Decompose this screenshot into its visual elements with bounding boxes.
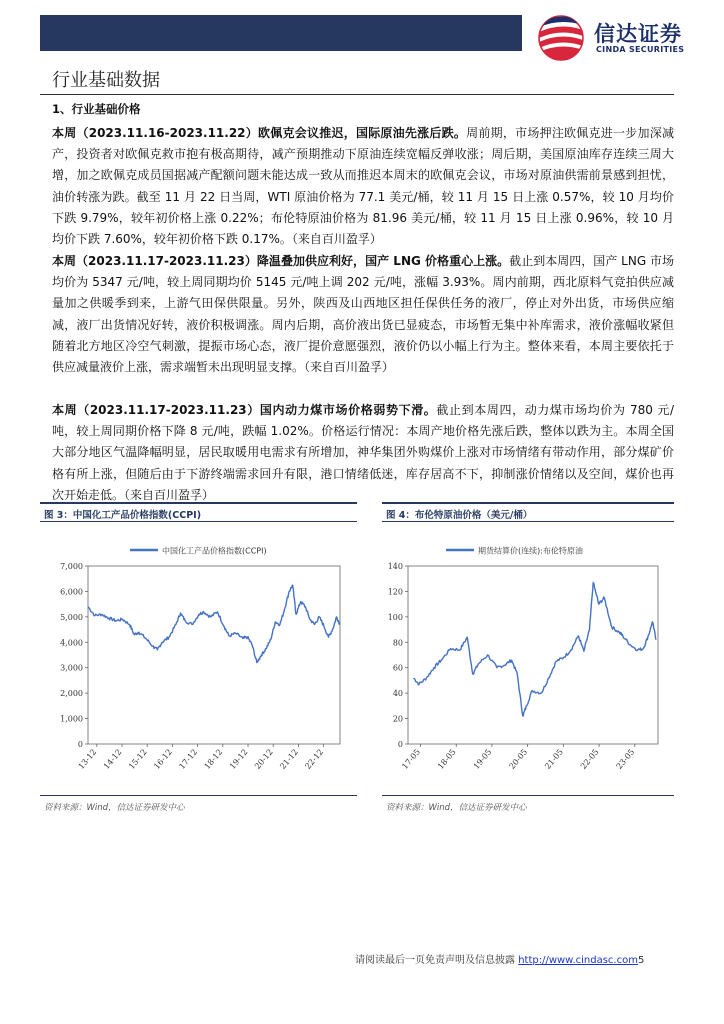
cinda-logo [530,12,700,62]
figure-4-bottom-rule [382,795,674,796]
y-tick-label: 4,000 [60,638,83,648]
y-tick-label: 140 [387,562,403,571]
y-tick-label: 20 [392,714,403,724]
x-tick-label: 13-12 [76,747,99,771]
x-tick-label: 19-12 [227,747,250,771]
cinda-globe-icon [530,12,592,62]
figure-4-source: 资料来源：Wind，信达证券研发中心 [386,803,527,813]
y-tick-label: 0 [397,740,403,749]
ccpi-line-chart [40,530,357,795]
figure-3-title-rule [40,521,357,522]
figure-4-top-rule [382,502,674,504]
legend-label: 期货结算价(连续):布伦特原油 [478,546,583,556]
page-number: 5 [637,955,645,966]
paragraph-lead: 本周（2023.11.17-2023.11.23）降温叠加供应利好，国产 LNG 价格重心上涨。 [52,254,510,268]
figure-3-title: 图 3：中国化工产品价格指数(CCPI) [44,510,202,521]
logo-chinese-name: 信达证券 [594,22,682,46]
paragraph-lead: 本周（2023.11.16-2023.11.22）欧佩克会议推迟，国际原油先涨后跌。 [52,126,467,140]
figure-4-title: 图 4：布伦特原油价格（美元/桶） [386,510,533,521]
x-tick-label: 22-12 [303,747,326,771]
x-tick-label: 20-05 [507,747,530,771]
x-tick-label: 17-12 [177,747,200,771]
x-tick-label: 17-05 [400,747,423,771]
figure-3-source: 资料来源：Wind，信达证券研发中心 [44,803,185,813]
x-tick-label: 15-12 [127,747,149,771]
y-tick-label: 40 [392,689,403,699]
figure-3-top-rule [40,502,357,504]
paragraph-body: 截止到本周四，动力煤市场均价为 780 元/吨，较上周同期价格下降 8 元/吨，跌幅 1.02%。价格运行情况：本周产地价格先涨后跌，整体以跌为主。本周全国大部分地区气温降幅明显，居民取暖用电需求有所增加，神华集团外购煤价上涨对市场情绪有带动作用，部分煤矿价格有所上涨，但随后由于下游终端需求回升有限，港口情绪低迷，库存居高不下，抑制涨价情绪以及空间，煤价也再次开始走低。（来自百川盈孚） [52,403,674,502]
x-tick-label: 20-12 [253,747,275,771]
brent-line-chart [382,530,674,795]
x-tick-label: 18-12 [202,747,225,771]
y-tick-label: 80 [392,638,403,648]
x-tick-label: 14-12 [101,747,124,771]
section-title: 行业基础数据 [52,70,160,91]
paragraph-body: 截止到本周四，国产 LNG 市场均价为 5347 元/吨，较上周同期均价 5145 元/吨上调 202 元/吨，涨幅 3.93%。周内前期，西北原料气竞拍供应减量加之供暖季到来，上游气田保供限量。另外，陕西及山西地区担任保供任务的液厂，停止对外出货，市场供应缩减，液厂出货情况好转，液价积极调涨。周内后期，高价液出货已显疲态，市场暂无集中补库需求，液价涨幅收紧但随着北方地区冷空气刺激，提振市场心态，液厂提价意愿强烈，液价仍以小幅上行为主。整体来看，本周主要依托于供应减量液价上涨，需求端暂未出现明显支撑。（来自百川盈孚） [52,254,674,375]
y-tick-label: 100 [387,612,403,622]
title-divider [40,94,674,95]
y-tick-label: 2,000 [60,689,83,699]
x-tick-label: 23-05 [614,747,637,771]
y-tick-label: 6,000 [60,587,83,597]
paragraph-thermal-coal [52,400,674,506]
paragraph-lead: 本周（2023.11.17-2023.11.23）国内动力煤市场价格弱势下滑。 [52,403,437,417]
x-tick-label: 21-12 [278,747,300,771]
y-tick-label: 7,000 [60,562,83,571]
figure-3-bottom-rule [40,795,357,796]
footer [355,951,644,966]
disclaimer-text: 请阅读最后一页免责声明及信息披露 [355,955,515,966]
legend-label: 中国化工产品价格指数(CCPI) [162,546,267,556]
series-line [88,585,340,663]
figure-4-title-rule [382,521,674,522]
x-tick-label: 18-05 [436,747,458,771]
y-tick-label: 120 [387,587,403,597]
website-link[interactable]: http://www.cindasc.com [518,955,638,966]
y-tick-label: 3,000 [60,663,83,673]
y-tick-label: 0 [77,740,83,749]
logo-english-name: CINDA SECURITIES [596,45,685,54]
paragraph-crude-oil [52,123,674,250]
series-line [414,583,656,717]
x-tick-label: 21-05 [543,747,565,771]
y-tick-label: 1,000 [60,714,83,724]
sub-heading: 1、行业基础价格 [52,102,141,116]
y-tick-label: 60 [392,663,403,673]
x-tick-label: 19-05 [471,747,494,771]
x-tick-label: 22-05 [578,747,601,771]
x-tick-label: 16-12 [152,747,174,771]
header-bar [40,15,522,51]
plot-area [88,566,340,744]
paragraph-lng [52,251,674,378]
y-tick-label: 5,000 [60,612,83,622]
paragraph-body: 周前期，市场押注欧佩克进一步加深减产，投资者对欧佩克救市抱有极高期待，减产预期推动下原油连续宽幅反弹收涨；周后期，美国原油库存连续三周大增，加之欧佩克成员国据减产配额问题未能达成一致从而推迟本周末的欧佩克会议，市场对原油供需前景感到担忧，油价转涨为跌。截至 11 月 22 日当周，WTI 原油价格为 77.1 美元/桶，较 11 月 15 日上涨 0.57%，较 10 月均价下跌 9.79%，较年初价格上涨 0.22%；布伦特原油价格为 81.96 美元/桶，较 11 月 15 日上涨 0.96%，较 10 月均价下跌 7.60%，较年初价格下跌 0.17%。（来自百川盈孚） [52,126,674,247]
